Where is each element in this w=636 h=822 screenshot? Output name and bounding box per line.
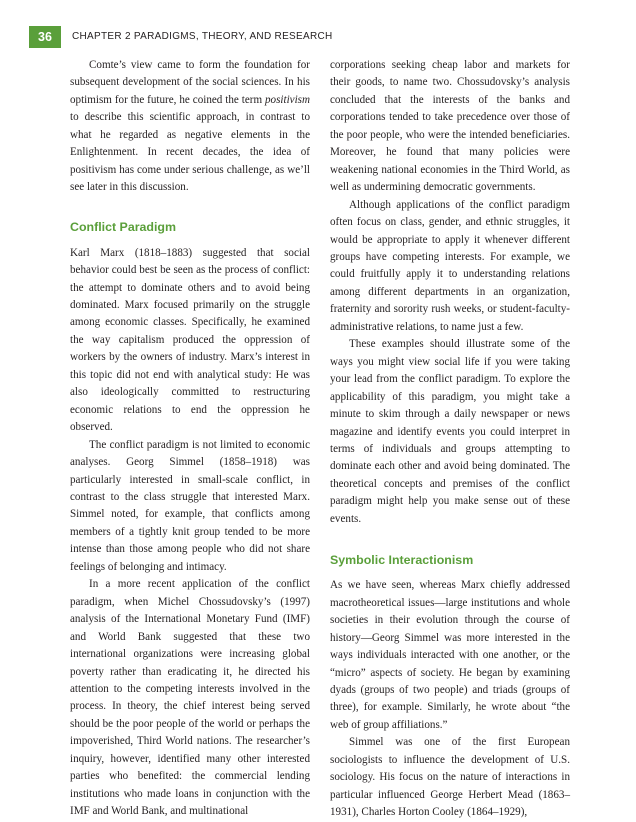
paragraph-micro: As we have seen, whereas Marx chiefly addressed macrotheoretical issues—large institutions and whole societies in their evolution through the course of history—Georg Simmel was more interested in the ways individuals interacted with one another, or the “micro” aspects of society. He began by examining dyads (groups of two people) and triads (groups of three), for example. Similarly, he wrote about “the web of group affiliations.”	[330, 579, 570, 731]
page-number: 36	[29, 26, 61, 48]
paragraph-examples: These examples should illustrate some of the ways you might view social life if you were taking your lead from the conflict paradigm. To explore the applicability of this paradigm, you might take a minute to skim through a daily newspaper or news magazine and identify events you could interpret in terms of individuals and groups attempting to dominate each other and avoid being dominated. The theoretical concepts and premises of the conflict paradigm might help you make sense out of these events.	[330, 338, 570, 525]
paragraph-corporations: corporations seeking cheap labor and markets for their goods, to name two. Chossudovsky’s analysis concluded that the interests of the banks and corporations tended to take precedence over those of the poor people, who were the intended beneficiaries. Moreover, he found that many policies were weakening national economies in the Third World, as well as undermining democratic governments.	[330, 59, 570, 194]
paragraph-marx: Karl Marx (1818–1883) suggested that social behavior could best be seen as the process of conflict: the attempt to dominate others and to avoid being dominated. Marx focused primarily on the struggle among economic classes. Specifically, he examined the way capitalism produced the oppression of workers by the owners of industry. Marx’s interest in this topic did not end with analytical study: He was also ideologically committed to restructuring economic relations to end the oppression he observed.	[70, 246, 310, 434]
left-column	[70, 57, 310, 821]
running-head: CHAPTER 2 PARADIGMS, THEORY, AND RESEARCH	[72, 31, 333, 42]
paragraph-applications: Although applications of the conflict paradigm often focus on class, gender, and ethnic struggles, it would be appropriate to apply it whenever different groups have competing interests. For example, we could fruitfully apply it to understanding relations among different departments in an organization, fraternity and sorority rush weeks, or student-faculty-administrative relations, to name just a few.	[330, 198, 570, 333]
paragraph-comte: Comte’s view came to form the foundation for subsequent development of the social sciences. In his optimism for the future, he coined the term positivism to describe this scientific approach, in contrast to what he regarded as negative elements in the Enlightenment. In recent decades, the idea of positivism has come under serious challenge, as we’ll see later in this discussion.	[70, 59, 310, 194]
paragraph-simmel-influence: Simmel was one of the first European sociologists to influence the development of U.S. sociology. His focus on the nature of interactions in particular influenced George Herbert Mead (1863–1931), Charles Horton Cooley (1864–1929),	[330, 736, 570, 819]
heading-symbolic-interactionism: Symbolic Interactionism	[330, 553, 474, 568]
heading-conflict-paradigm: Conflict Paradigm	[70, 219, 177, 234]
paragraph-simmel-conflict: The conflict paradigm is not limited to economic analyses. Georg Simmel (1858–1918) was particularly interested in small-scale conflict, in contrast to the class struggle that interested Marx. Simmel noted, for example, that conflicts among members of a tightly knit group tended to be more intense than those among people who did not share feelings of belonging and intimacy.	[70, 438, 310, 573]
right-column	[330, 57, 570, 822]
paragraph-chossudovsky: In a more recent application of the conflict paradigm, when Michel Chossudovsky’s (1997) analysis of the International Monetary Fund (IMF) and World Bank suggested that these two international organizations were increasing global poverty rather than eradicating it, he directed his attention to the competing interests involved in the process. In theory, the chief interest being served should be the poor people of the world or perhaps the impoverished, Third World nations. The researcher’s inquiry, however, identified many other interested parties who benefited: the commercial lending institutions who made loans in conjunction with the IMF and World Bank, and multinational	[70, 578, 310, 818]
term-positivism: positivism	[265, 93, 310, 106]
